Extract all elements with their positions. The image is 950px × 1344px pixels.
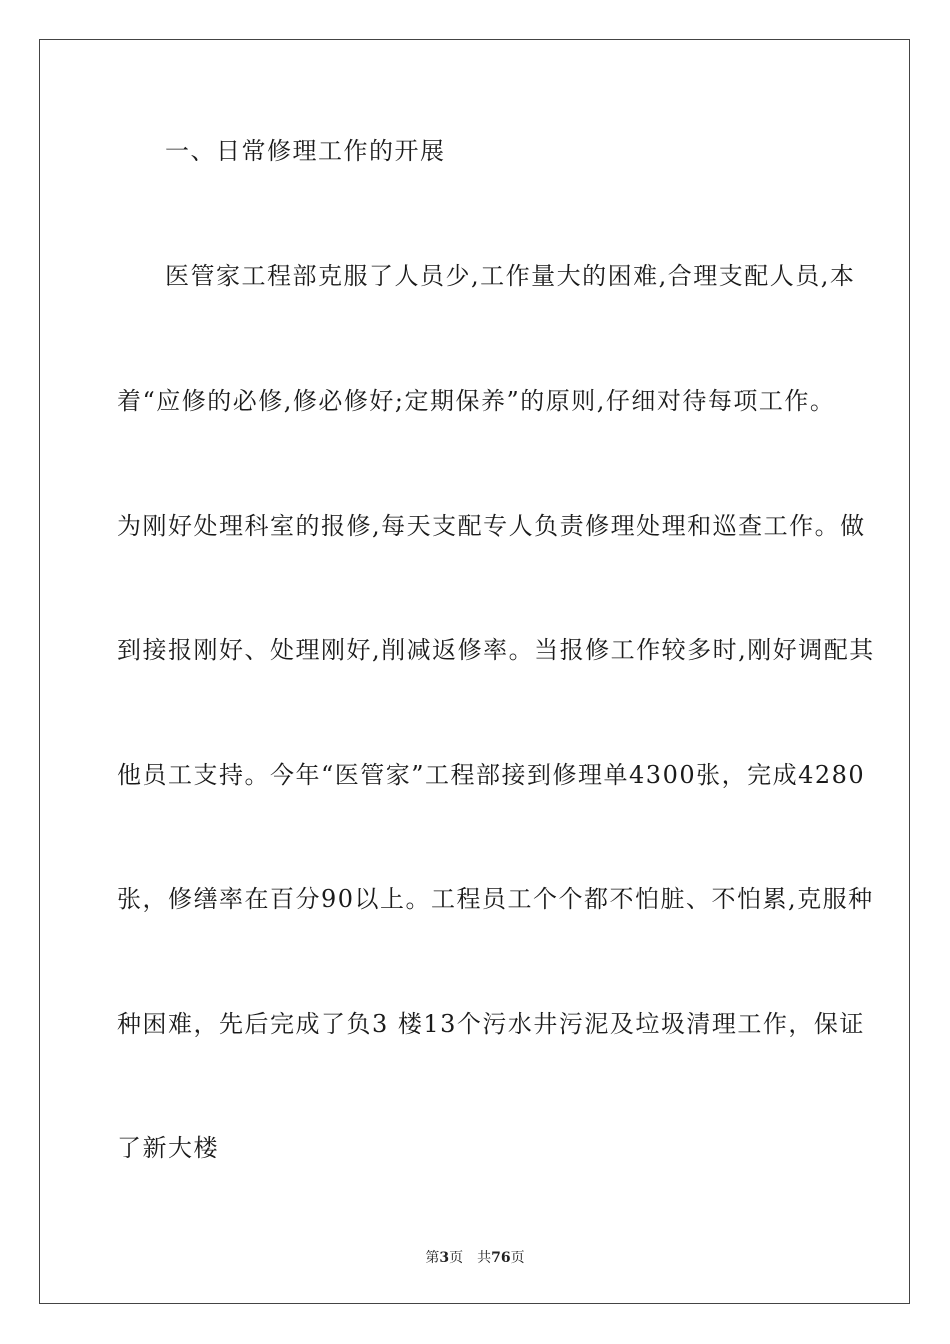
paragraph-line-7: 种困难，先后完成了负3 楼13个污水井污泥及垃圾清理工作，保证 bbox=[117, 1010, 865, 1038]
paragraph-line-4: 到接报刚好、处理刚好,削减返修率。当报修工作较多时,刚好调配其 bbox=[117, 636, 875, 664]
footer-total-suffix: 页 bbox=[510, 1250, 525, 1266]
paragraph-line-2: 着“应修的必修,修必修好;定期保养”的原则,仔细对待每项工作。 bbox=[117, 387, 836, 415]
paragraph-line-6: 张，修缮率在百分90以上。工程员工个个都不怕脏、不怕累,克服种 bbox=[117, 885, 874, 913]
footer-page-suffix: 页 bbox=[449, 1250, 464, 1266]
footer-page-number: 3 bbox=[439, 1250, 450, 1266]
paragraph-line-8: 了新大楼 bbox=[117, 1134, 219, 1162]
footer-total-pages: 76 bbox=[491, 1250, 511, 1266]
footer-total-prefix: 共 bbox=[477, 1250, 492, 1266]
paragraph-line-5: 他员工支持。今年“医管家”工程部接到修理单4300张，完成4280 bbox=[117, 761, 866, 789]
page-frame bbox=[39, 39, 910, 1304]
paragraph-line-3: 为刚好处理科室的报修,每天支配专人负责修理处理和巡查工作。做 bbox=[117, 512, 866, 540]
footer-page-prefix: 第 bbox=[425, 1250, 440, 1266]
page-footer bbox=[0, 1247, 950, 1267]
paragraph-line-1: 医管家工程部克服了人员少,工作量大的困难,合理支配人员,本 bbox=[165, 262, 856, 290]
section-heading: 一、日常修理工作的开展 bbox=[165, 137, 446, 165]
